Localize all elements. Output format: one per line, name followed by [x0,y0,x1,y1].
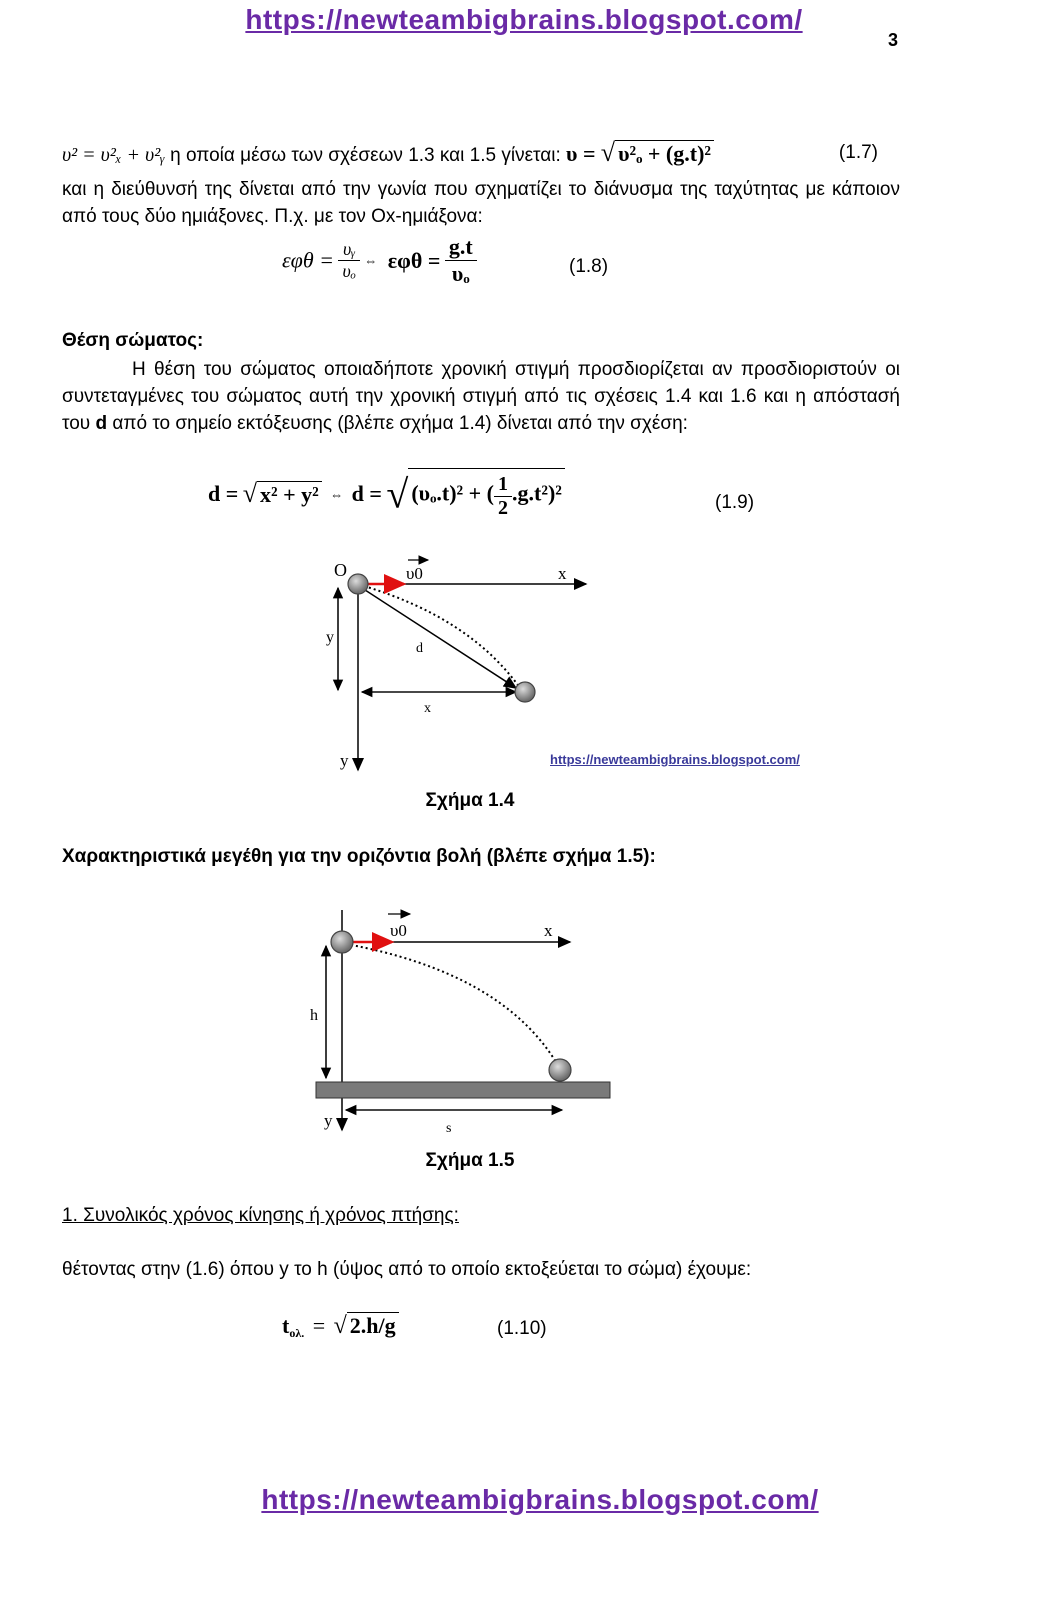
footer-url-link[interactable]: https://newteambigbrains.blogspot.com/ [261,1484,819,1515]
sqrt-sign: √ [600,138,616,167]
position-heading: Θέση σώματος: [62,330,204,351]
position-bold-d: d [95,413,108,434]
equation-1-7 [62,138,900,170]
figure-1-5-caption: Σχήμα 1.5 [425,1150,515,1171]
eq-1-10-lhs: t [282,1313,290,1338]
trajectory-path [364,586,520,688]
eq-1-7-lhs: υ² = υ²ₓ + υ²ᵧ [62,144,165,166]
watermark-url[interactable]: https://newteambigbrains.blogspot.com/ [550,752,800,767]
ground-bar [316,1082,610,1098]
position-paragraph [62,356,900,437]
label-y-side: y [326,629,334,646]
eq-1-9-radicand2-wrap [408,468,565,520]
eq-1-9-lhs: d = [208,481,239,506]
flight-time-heading: 1. Συνολικός χρόνος κίνησης ή χρόνος πτήσης: [62,1205,459,1226]
label-origin: O [334,560,347,580]
label-y-axis: y [340,751,349,770]
label-s: s [446,1121,452,1136]
eq-1-8-mid: εφθ = [387,247,441,273]
figure-1-5 [300,902,630,1138]
eq-1-9-tag: (1.9) [715,492,755,513]
ball-start [331,931,353,953]
flight-time-paragraph: θέτοντας στην (1.6) όπου y το h (ύψος από το οποίο εκτοξεύεται το σώμα) έχουμε: [62,1259,752,1280]
equation-1-9 [208,468,788,532]
eq-1-8-num1: υᵧ [338,239,359,261]
label-d: d [416,641,423,656]
eq-1-9-mid: d = [351,481,382,506]
label-x-dist: x [424,701,431,716]
eq-1-9-half-den: 2 [498,497,509,519]
equation-1-10 [282,1312,582,1348]
eq-1-9-arrow: ⇔ [330,486,344,502]
sqrt-sign: √ [242,479,258,508]
label-v0: υ0 [406,564,423,583]
sqrt-sign: √ [386,471,409,517]
eq-1-9-half [494,473,512,520]
label-y-axis: y [324,1111,333,1130]
ball-end [549,1059,571,1081]
label-v0: υ0 [390,921,407,940]
position-text-after: από το σημείο εκτόξευσης (βλέπε σχήμα 1.4) δίνεται από την σχέση: [112,413,688,434]
label-x-axis: x [558,564,567,583]
ball-end [515,682,535,702]
figure-1-4 [320,548,860,778]
position-text: Η θέση του σώματος οποιαδήποτε χρονική στιγμή προσδιορίζεται αν προσδιοριστούν οι συντεταγμένες του σώματος αυτή την χρονική στιγμή από τις σχέσεις 1.4 και 1.6 και η απόστασή του [62,359,900,434]
eq-1-10-tag: (1.10) [497,1318,547,1339]
eq-1-8-den1: υₒ [342,261,356,281]
header-url-link[interactable]: https://newteambigbrains.blogspot.com/ [245,4,803,35]
eq-1-8-den2: υₒ [451,261,470,286]
ball-start [348,574,368,594]
label-h: h [310,1007,318,1024]
label-x-axis: x [544,921,553,940]
eq-1-7-rhs-left: υ = [566,141,596,166]
eq-1-8-tag: (1.8) [569,256,609,277]
direction-paragraph: και η διεύθυνσή της δίνεται από την γωνία που σχηματίζει το διάνυσμα της ταχύτητας με κάποιον από τους δύο ημιάξονες. Π.χ. με τον Οx-ημιάξονα: [62,179,900,227]
equation-1-8 [282,234,642,300]
eq-1-7-radicand: υ²ₒ + (g.t)² [615,140,714,167]
page-number: 3 [887,30,898,50]
eq-1-8-arrow: ⇔ [364,253,378,268]
trajectory-path [346,944,556,1062]
eq-1-7-tag: (1.7) [838,142,878,163]
eq-1-8-frac2 [445,234,477,287]
eq-1-8-frac1 [338,239,359,282]
eq-1-10-radicand: 2.h/g [347,1312,399,1339]
eq-1-9-radicand1: x² + y² [257,481,322,508]
d-vector [362,588,516,688]
eq-1-8-num2: g.t [445,234,477,261]
eq-1-7-text: η οποία μέσω των σχέσεων 1.3 και 1.5 γίνεται: [170,145,561,166]
eq-1-8-lhs: εφθ = [282,247,334,273]
figure-1-4-caption: Σχήμα 1.4 [425,790,515,811]
eq-1-9-radicand2-tail: .g.t²)² [512,480,562,506]
sqrt-sign: √ [333,1313,347,1339]
eq-1-10-eq: = [312,1313,326,1338]
eq-1-9-half-num: 1 [494,473,512,497]
horizontal-throw-heading: Χαρακτηριστικά μεγέθη για την οριζόντια βολή (βλέπε σχήμα 1.5): [62,846,656,867]
eq-1-10-lhs-sub: ολ. [289,1326,305,1341]
eq-1-9-radicand2: (υₒ.t)² + ( [411,480,495,506]
